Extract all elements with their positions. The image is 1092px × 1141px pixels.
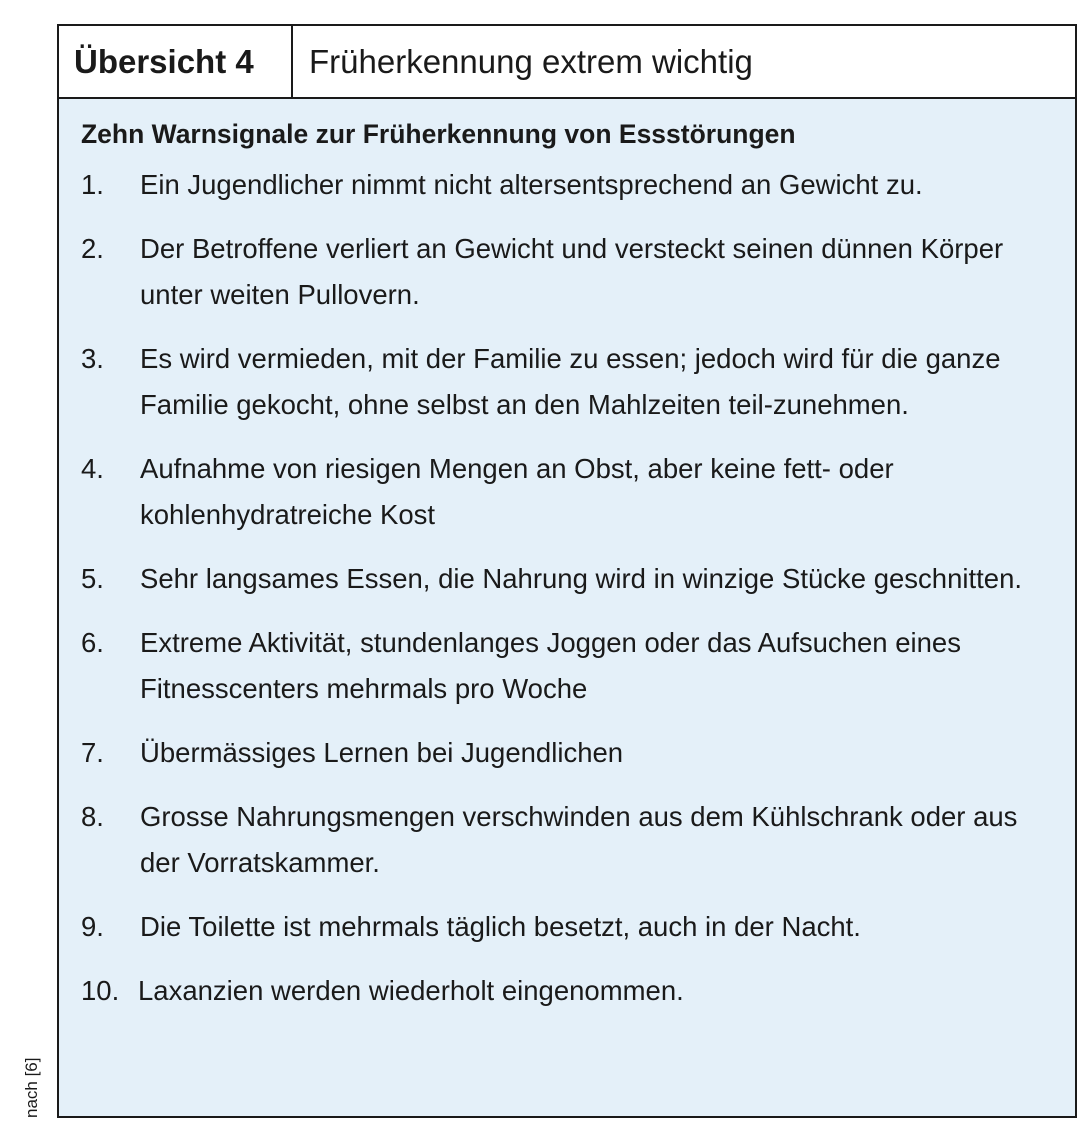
- item-number: 3.: [81, 343, 104, 374]
- item-number: 8.: [81, 801, 104, 832]
- list-item: [81, 730, 1055, 776]
- box-content: [59, 99, 1075, 1032]
- list-item: [81, 794, 1055, 886]
- item-text: Grosse Nahrungsmengen verschwinden aus dem Kühlschrank oder aus der Vorratskammer.: [140, 801, 1018, 878]
- item-number: 2.: [81, 233, 104, 264]
- overview-label: Übersicht 4: [59, 26, 293, 97]
- item-number: 5.: [81, 563, 104, 594]
- list-item: [81, 226, 1055, 318]
- box-header: [59, 26, 1075, 99]
- item-text: Aufnahme von riesigen Mengen an Obst, aber keine fett- oder kohlenhydratreiche Kost: [140, 453, 894, 530]
- list-heading: Zehn Warnsignale zur Früherkennung von Essstörungen: [81, 119, 796, 149]
- list-item: [81, 446, 1055, 538]
- list-item: [81, 162, 1055, 208]
- item-text: Der Betroffene verliert an Gewicht und versteckt seinen dünnen Körper unter weiten Pullovern.: [140, 233, 1004, 310]
- item-number: 1.: [81, 169, 104, 200]
- item-text: Laxanzien werden wiederholt eingenommen.: [138, 975, 684, 1006]
- item-number: 7.: [81, 737, 104, 768]
- list-item: [81, 620, 1055, 712]
- item-number: 4.: [81, 453, 104, 484]
- item-text: Ein Jugendlicher nimmt nicht altersentsprechend an Gewicht zu.: [140, 169, 923, 200]
- info-box: [57, 24, 1077, 1118]
- list-item: [81, 336, 1055, 428]
- list-item: [81, 556, 1055, 602]
- item-text: Übermässiges Lernen bei Jugendlichen: [140, 737, 624, 768]
- item-number: 10.: [81, 975, 120, 1006]
- item-text: Die Toilette ist mehrmals täglich besetzt, auch in der Nacht.: [140, 911, 861, 942]
- item-text: Extreme Aktivität, stundenlanges Joggen oder das Aufsuchen eines Fitnesscenters mehrmals pro Woche: [140, 627, 961, 704]
- item-number: 6.: [81, 627, 104, 658]
- item-text: Es wird vermieden, mit der Familie zu essen; jedoch wird für die ganze Familie gekocht, ohne selbst an den Mahlzeiten teil-zunehmen.: [140, 343, 1001, 420]
- list-item: [81, 904, 1055, 950]
- item-number: 9.: [81, 911, 104, 942]
- item-text: Sehr langsames Essen, die Nahrung wird in winzige Stücke geschnitten.: [140, 563, 1023, 594]
- list-item: [81, 968, 1055, 1014]
- source-note: nach [6]: [22, 1057, 41, 1118]
- warning-signs-list: [81, 162, 1055, 1014]
- box-title: Früherkennung extrem wichtig: [309, 43, 753, 80]
